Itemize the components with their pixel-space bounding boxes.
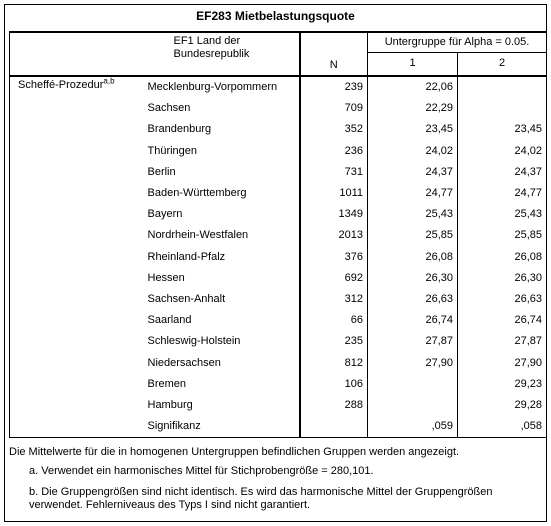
cell-subset-2: 26,08 [458, 247, 547, 268]
cell-subset-2: 24,37 [458, 162, 547, 183]
table-notes [9, 446, 539, 512]
group-name: Sachsen-Anhalt [147, 292, 226, 305]
homogeneous-subsets-table [9, 31, 547, 438]
note-a: a. Verwendet ein harmonisches Mittel für Stichprobengröße = 280,101. [29, 465, 374, 477]
cell-subset-1 [368, 374, 458, 395]
cell-subset-1: 27,90 [368, 352, 458, 373]
cell-subset-1: 23,45 [368, 119, 458, 140]
cell-subset-1: 22,06 [368, 76, 458, 98]
group-name: Saarland [147, 314, 192, 327]
group-name: Bayern [147, 208, 183, 221]
cell-n: 812 [300, 352, 368, 373]
group-name: Berlin [147, 165, 176, 178]
table-title: EF283 Mietbelastungsquote [196, 9, 355, 23]
cell-subset-2 [458, 76, 547, 98]
group-name: Niedersachsen [147, 356, 221, 369]
cell-n: 1011 [300, 183, 368, 204]
cell-subset-1: 26,08 [368, 247, 458, 268]
cell-subset-2: 26,63 [458, 289, 547, 310]
cell-subset-2: 29,28 [458, 395, 547, 416]
cell-subset-1: 26,74 [368, 310, 458, 331]
cell-subset-2: 27,90 [458, 352, 547, 373]
cell-n: 2013 [300, 225, 368, 246]
cell-subset-2: 24,77 [458, 183, 547, 204]
cell-subset-1: 26,30 [368, 268, 458, 289]
cell-subset-2: 24,02 [458, 141, 547, 162]
group-name: Rheinland-Pfalz [147, 250, 226, 263]
cell-subset-2: 25,43 [458, 204, 547, 225]
cell-subset-1: 24,02 [368, 141, 458, 162]
cell-subset-1: 25,43 [368, 204, 458, 225]
cell-subset-2: 25,85 [458, 225, 547, 246]
cell-subset-1 [368, 395, 458, 416]
header-n: N [300, 32, 368, 76]
cell-subset-1: 26,63 [368, 289, 458, 310]
cell-n: 312 [300, 289, 368, 310]
header-subset-2: 2 [458, 52, 547, 76]
table-row [10, 76, 547, 98]
signif-n [300, 416, 368, 438]
cell-n: 731 [300, 162, 368, 183]
cell-n: 288 [300, 395, 368, 416]
cell-n: 692 [300, 268, 368, 289]
group-name: Brandenburg [147, 123, 212, 136]
group-name: Mecklenburg-Vorpommern [147, 81, 278, 94]
cell-n: 1349 [300, 204, 368, 225]
group-name: Nordrhein-Westfalen [147, 229, 249, 242]
cell-subset-1: 27,87 [368, 331, 458, 352]
cell-subset-2: 23,45 [458, 119, 547, 140]
cell-n: 709 [300, 98, 368, 119]
header-subset: Untergruppe für Alpha = 0.05. [368, 32, 547, 52]
note-b: b. Die Gruppengrößen sind nicht identisch. Es wird das harmonische Mittel der Gruppengrößen verwendet. Fehlerniveaus des Typs I sind nicht garantiert. [29, 486, 493, 511]
cell-n: 66 [300, 310, 368, 331]
cell-subset-2: 26,30 [458, 268, 547, 289]
row-label-text: Scheffé-Prozedur [18, 79, 104, 91]
cell-subset-1: 25,85 [368, 225, 458, 246]
note-main: Die Mittelwerte für die in homogenen Untergruppen befindlichen Gruppen werden angezeigt. [9, 446, 460, 458]
cell-n: 376 [300, 247, 368, 268]
signif-subset-1: ,059 [368, 416, 458, 438]
header-group-label: EF1 Land der Bundesrepublik [144, 32, 300, 76]
cell-subset-1: 24,77 [368, 183, 458, 204]
group-name: Hamburg [147, 398, 193, 411]
cell-n: 235 [300, 331, 368, 352]
cell-subset-2: 29,23 [458, 374, 547, 395]
group-name: Sachsen [147, 102, 191, 115]
cell-subset-2 [458, 98, 547, 119]
signif-label: Signifikanz [144, 416, 300, 438]
cell-n: 352 [300, 119, 368, 140]
group-name: Hessen [147, 271, 185, 284]
cell-n: 106 [300, 374, 368, 395]
group-name: Baden-Württemberg [147, 187, 247, 200]
cell-n: 239 [300, 76, 368, 98]
group-name: Bremen [147, 377, 187, 390]
group-name: Schleswig-Holstein [147, 335, 241, 348]
cell-subset-2: 27,87 [458, 331, 547, 352]
cell-subset-1: 24,37 [368, 162, 458, 183]
group-name: Thüringen [147, 144, 198, 157]
row-label-footnote: a,b [103, 76, 115, 86]
row-label-scheffe [10, 76, 144, 438]
cell-subset-1: 22,29 [368, 98, 458, 119]
header-subset-1: 1 [368, 52, 458, 76]
signif-subset-2: ,058 [458, 416, 547, 438]
cell-subset-2: 26,74 [458, 310, 547, 331]
header-empty-cell [10, 32, 144, 76]
cell-n: 236 [300, 141, 368, 162]
